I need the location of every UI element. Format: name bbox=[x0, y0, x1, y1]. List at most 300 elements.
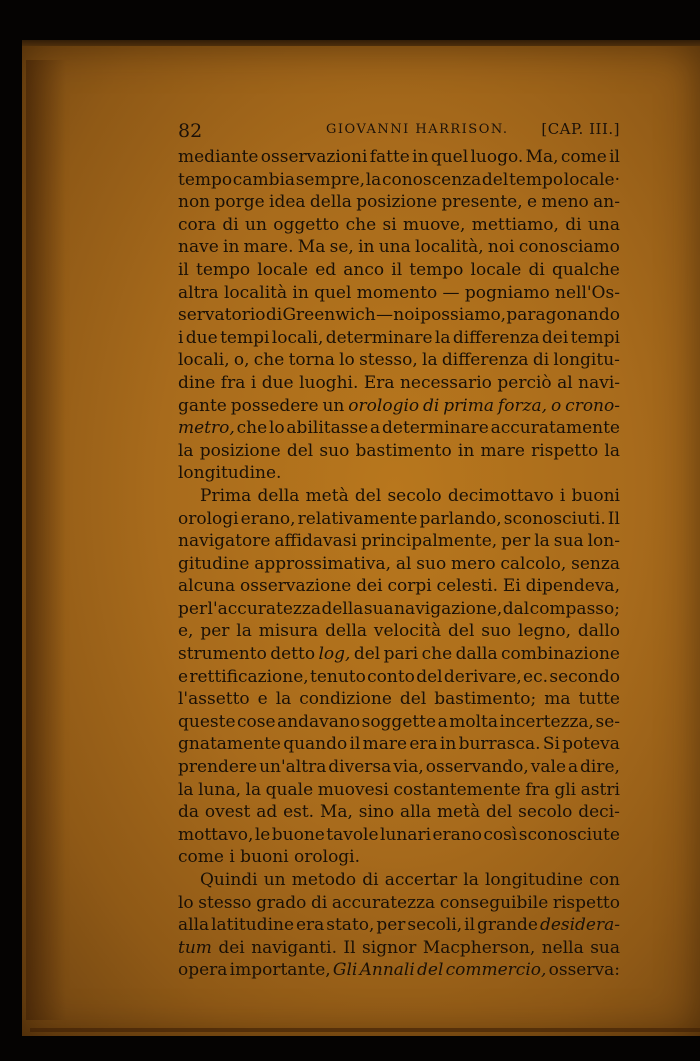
word: muove, bbox=[403, 214, 466, 235]
word: detto bbox=[270, 644, 316, 665]
word: grado bbox=[256, 892, 307, 913]
word: secolo bbox=[387, 485, 442, 506]
word: decimottavo bbox=[447, 485, 554, 506]
word: relativamente bbox=[297, 508, 418, 529]
word: mare bbox=[480, 440, 525, 461]
word: in bbox=[358, 237, 375, 258]
italic-word: crono- bbox=[565, 395, 620, 416]
word: bastimento; bbox=[434, 689, 537, 710]
word: lo bbox=[178, 892, 194, 913]
word: metodo bbox=[291, 870, 357, 890]
word: osservando, bbox=[425, 757, 529, 778]
word: incertezza, bbox=[499, 711, 594, 732]
word: accertar bbox=[384, 870, 458, 890]
word: al bbox=[395, 553, 412, 574]
word: metà bbox=[305, 485, 349, 506]
word: buoni bbox=[571, 485, 620, 506]
word: — bbox=[375, 305, 393, 326]
running-head: GIOVANNI HARRISON. bbox=[326, 122, 509, 137]
word: determinare bbox=[325, 327, 433, 348]
text-line bbox=[178, 756, 620, 779]
word: di bbox=[222, 214, 239, 235]
word: Ei bbox=[502, 576, 521, 597]
word: a bbox=[567, 757, 579, 778]
word: la bbox=[275, 689, 292, 710]
word: della bbox=[257, 485, 300, 506]
word: mediante bbox=[178, 147, 259, 167]
line-text: longitudine. bbox=[178, 463, 282, 484]
word: dalla bbox=[455, 644, 498, 665]
word: del bbox=[399, 689, 427, 710]
word: locale bbox=[257, 259, 309, 280]
italic-word: forza, bbox=[497, 395, 548, 416]
word: alla bbox=[178, 915, 210, 936]
word: ed bbox=[315, 259, 337, 280]
word: conosciamo bbox=[518, 237, 620, 258]
word: soggette bbox=[361, 711, 437, 732]
word: stesso bbox=[198, 892, 252, 913]
word: quel bbox=[430, 147, 469, 167]
italic-word: log, bbox=[318, 644, 351, 665]
word: navigazione, bbox=[394, 598, 503, 619]
word: buone bbox=[271, 824, 325, 845]
word: ad bbox=[256, 802, 278, 823]
word: una bbox=[378, 237, 411, 258]
page-number: 82 bbox=[178, 120, 203, 142]
word: a bbox=[437, 711, 448, 732]
word: abilitasse bbox=[286, 418, 369, 439]
word: ec. bbox=[523, 666, 549, 687]
word: di bbox=[565, 214, 582, 235]
word: deci- bbox=[578, 802, 620, 823]
word: Era bbox=[363, 372, 395, 393]
word: tempi bbox=[570, 327, 620, 348]
word: del bbox=[354, 485, 382, 506]
word: differenza bbox=[441, 350, 529, 371]
word: necessario bbox=[399, 372, 492, 393]
word: latitudine bbox=[211, 915, 295, 936]
word: sconosciuti. bbox=[503, 508, 606, 529]
word: la bbox=[434, 327, 451, 348]
word: queste bbox=[178, 711, 236, 732]
word: dal bbox=[502, 598, 530, 619]
word: per bbox=[501, 531, 531, 552]
word: se, bbox=[329, 237, 354, 258]
word: rispetto bbox=[531, 440, 599, 461]
word: con bbox=[589, 870, 620, 890]
word: stesso, bbox=[359, 350, 418, 371]
word: lunari bbox=[379, 824, 432, 845]
word: tempo bbox=[196, 259, 251, 280]
word: sconosciute bbox=[518, 824, 620, 845]
italic-word: Annali bbox=[359, 960, 415, 981]
text-line bbox=[178, 688, 620, 711]
word: due bbox=[185, 327, 218, 348]
italic-word: Gli bbox=[332, 960, 358, 981]
text-line bbox=[178, 282, 620, 305]
word: possiamo, bbox=[420, 305, 507, 326]
word: luna, bbox=[198, 779, 241, 800]
word: tenuto bbox=[309, 666, 366, 687]
word: cora bbox=[178, 214, 217, 235]
text-line bbox=[178, 259, 620, 282]
word: principalmente, bbox=[360, 531, 498, 552]
text-line bbox=[178, 417, 620, 440]
word: dei bbox=[356, 576, 383, 597]
word: conseguibile bbox=[439, 892, 549, 913]
word: rettificazione, bbox=[189, 666, 309, 687]
word: opera bbox=[178, 960, 228, 981]
italic-word: orologio bbox=[348, 395, 420, 416]
word: in bbox=[223, 237, 240, 258]
word: rispetto bbox=[552, 892, 620, 913]
word: osservazione bbox=[240, 576, 352, 597]
word: sua bbox=[590, 937, 620, 958]
body-text bbox=[178, 146, 620, 982]
word: meno bbox=[541, 192, 589, 213]
page-header bbox=[178, 118, 620, 144]
chapter-label: [CAP. III.] bbox=[541, 120, 620, 138]
text-line bbox=[178, 733, 620, 756]
word: compasso; bbox=[529, 598, 620, 619]
word: dallo bbox=[577, 621, 620, 642]
word: gli bbox=[554, 779, 577, 800]
word: la bbox=[245, 779, 262, 800]
word: di bbox=[362, 870, 379, 890]
word: località, bbox=[415, 237, 484, 258]
word: la bbox=[534, 531, 550, 552]
word: differenza bbox=[452, 327, 540, 348]
text-line bbox=[178, 304, 620, 327]
word: affidavasi bbox=[274, 531, 357, 552]
word: dei bbox=[541, 327, 569, 348]
word: navi- bbox=[578, 372, 620, 393]
word: sua bbox=[553, 531, 584, 552]
word: erano bbox=[432, 824, 482, 845]
word: la bbox=[178, 779, 194, 800]
word: Il bbox=[343, 937, 356, 958]
text-line bbox=[178, 892, 620, 915]
word: luoghi. bbox=[299, 372, 359, 393]
word: approssimativa, bbox=[254, 553, 392, 574]
word: ma bbox=[544, 689, 571, 710]
text-line bbox=[178, 462, 620, 485]
word: pogniamo bbox=[464, 282, 550, 303]
word: naviganti. bbox=[251, 937, 337, 958]
word: era bbox=[295, 915, 325, 936]
word: della bbox=[309, 192, 352, 213]
word: osserva: bbox=[548, 960, 620, 981]
word: Ma bbox=[297, 237, 326, 258]
word: misura bbox=[258, 621, 319, 642]
word: stato, bbox=[326, 915, 375, 936]
word: che bbox=[236, 418, 268, 439]
word: di bbox=[528, 259, 545, 280]
word: quel bbox=[314, 282, 352, 303]
word: suo bbox=[481, 621, 512, 642]
word: quale bbox=[265, 779, 314, 800]
word: accuratezza bbox=[331, 892, 436, 913]
text-line bbox=[178, 846, 620, 869]
text-line bbox=[178, 214, 620, 237]
text-line bbox=[178, 869, 620, 892]
word: fatte bbox=[369, 147, 410, 167]
word: si bbox=[382, 214, 397, 235]
text-line bbox=[178, 236, 620, 259]
word: Ma, bbox=[319, 802, 353, 823]
word: da bbox=[178, 802, 200, 823]
word: di bbox=[310, 892, 328, 913]
word: muovesi bbox=[317, 779, 389, 800]
word: il bbox=[609, 147, 620, 167]
word: alla bbox=[399, 802, 432, 823]
word: conoscenza bbox=[381, 169, 482, 190]
word: anco bbox=[343, 259, 385, 280]
word: tempo bbox=[178, 169, 233, 190]
word: posizione bbox=[199, 440, 281, 461]
word: prendere bbox=[178, 757, 258, 778]
word: la bbox=[422, 350, 438, 371]
word: per bbox=[376, 915, 406, 936]
word: tutte bbox=[578, 689, 620, 710]
text-line bbox=[178, 801, 620, 824]
text-line bbox=[178, 711, 620, 734]
word: Macpherson, bbox=[422, 937, 536, 958]
word: gitudine bbox=[178, 553, 250, 574]
word: luogo. bbox=[470, 147, 524, 167]
word: posizione bbox=[356, 192, 438, 213]
italic-word: metro, bbox=[178, 418, 235, 439]
word: longitudine bbox=[485, 870, 584, 890]
text-line bbox=[178, 349, 620, 372]
word: come bbox=[560, 147, 607, 167]
text-line bbox=[178, 191, 620, 214]
italic-word: di bbox=[423, 395, 440, 416]
word: tempo bbox=[409, 259, 464, 280]
word: navigatore bbox=[178, 531, 271, 552]
word: possedere bbox=[230, 395, 319, 416]
text-line bbox=[178, 666, 620, 689]
text-line bbox=[178, 395, 620, 418]
word: i bbox=[178, 327, 184, 348]
word: Si bbox=[542, 734, 560, 755]
word: un bbox=[245, 214, 267, 235]
word: locali, bbox=[178, 350, 230, 371]
word: che bbox=[253, 350, 285, 371]
word: dire, bbox=[580, 757, 620, 778]
italic-word: o bbox=[551, 395, 562, 416]
word: signor bbox=[362, 937, 417, 958]
word: la bbox=[463, 870, 479, 890]
page-binding-shadow bbox=[26, 60, 66, 1020]
word: lon- bbox=[587, 531, 620, 552]
italic-word: tum bbox=[178, 937, 212, 958]
word: del bbox=[448, 621, 475, 642]
word: suo bbox=[319, 440, 350, 461]
word: la bbox=[178, 440, 194, 461]
line-text: come i buoni orologi. bbox=[178, 847, 361, 868]
text-line bbox=[178, 959, 620, 982]
word: ovest bbox=[204, 802, 251, 823]
word: strumento bbox=[178, 644, 267, 665]
word: il bbox=[349, 734, 361, 755]
word: qualche bbox=[551, 259, 620, 280]
word: est. bbox=[283, 802, 315, 823]
word: un'altra bbox=[259, 757, 327, 778]
word: presente, bbox=[441, 192, 523, 213]
word: secolo bbox=[518, 802, 573, 823]
word: velocità bbox=[373, 621, 442, 642]
word: diversa bbox=[328, 757, 392, 778]
word: del bbox=[485, 802, 513, 823]
word: orologi bbox=[178, 508, 239, 529]
word: della bbox=[325, 621, 368, 642]
word: oggetto bbox=[273, 214, 340, 235]
word: conto bbox=[367, 666, 415, 687]
page-bottom-edge bbox=[30, 1028, 700, 1032]
word: nella bbox=[541, 937, 584, 958]
word: celesti. bbox=[436, 576, 499, 597]
word: altra bbox=[178, 282, 219, 303]
word: di bbox=[532, 350, 550, 371]
word: un bbox=[322, 395, 345, 416]
word: noi bbox=[487, 237, 515, 258]
word: una bbox=[587, 214, 620, 235]
word: nell'Os- bbox=[555, 282, 620, 303]
text-line bbox=[178, 508, 620, 531]
word: gante bbox=[178, 395, 227, 416]
text-line bbox=[178, 643, 620, 666]
word: suo bbox=[416, 553, 447, 574]
text-line bbox=[178, 372, 620, 395]
word: locali, bbox=[271, 327, 324, 348]
word: via, bbox=[393, 757, 424, 778]
word: derivare, bbox=[443, 666, 522, 687]
word: non bbox=[178, 192, 211, 213]
word: e, bbox=[178, 621, 194, 642]
word: i bbox=[559, 485, 566, 506]
word: nave bbox=[178, 237, 219, 258]
word: in bbox=[412, 147, 429, 167]
word: locale bbox=[470, 259, 522, 280]
text-line bbox=[178, 440, 620, 463]
italic-word: commercio, bbox=[445, 960, 547, 981]
word: l'accuratezza bbox=[207, 598, 321, 619]
word: la bbox=[365, 169, 382, 190]
word: corpi bbox=[387, 576, 432, 597]
word: del bbox=[481, 169, 509, 190]
word: quando bbox=[283, 734, 348, 755]
text-line bbox=[178, 937, 620, 960]
word: la bbox=[604, 440, 620, 461]
word: a bbox=[370, 418, 381, 439]
word: che bbox=[345, 214, 377, 235]
word: locale· bbox=[563, 169, 620, 190]
word: noi bbox=[393, 305, 420, 326]
word: bastimento bbox=[355, 440, 452, 461]
word: due bbox=[261, 372, 294, 393]
word: accuratamente bbox=[490, 418, 620, 439]
word: condizione bbox=[299, 689, 392, 710]
word: paragonando bbox=[506, 305, 620, 326]
word: mare bbox=[362, 734, 408, 755]
word: parlando, bbox=[419, 508, 502, 529]
text-line bbox=[178, 553, 620, 576]
word: dei bbox=[218, 937, 245, 958]
italic-word: desidera- bbox=[539, 915, 620, 936]
word: il bbox=[391, 259, 403, 280]
word: il bbox=[464, 915, 476, 936]
word: un bbox=[263, 870, 286, 890]
word: del bbox=[416, 666, 443, 687]
text-line bbox=[178, 327, 620, 350]
word: dine bbox=[178, 372, 216, 393]
word: e bbox=[526, 192, 538, 213]
word: poteva bbox=[562, 734, 620, 755]
text-line bbox=[178, 598, 620, 621]
word: al bbox=[557, 372, 573, 393]
word: combinazione bbox=[501, 644, 620, 665]
word: secondo bbox=[549, 666, 620, 687]
text-line bbox=[178, 914, 620, 937]
word: mettiamo, bbox=[471, 214, 559, 235]
word: cambia bbox=[232, 169, 296, 190]
word: longitu- bbox=[553, 350, 620, 371]
word: calcolo, bbox=[500, 553, 567, 574]
word: del bbox=[286, 440, 314, 461]
word: l'assetto bbox=[178, 689, 250, 710]
word: servatorio bbox=[178, 305, 266, 326]
word: astri bbox=[580, 779, 620, 800]
word: osservazioni bbox=[260, 147, 368, 167]
word: e bbox=[257, 689, 268, 710]
word: Quindi bbox=[200, 870, 258, 890]
word: momento bbox=[356, 282, 438, 303]
word: sempre, bbox=[295, 169, 366, 190]
word: mero bbox=[451, 553, 496, 574]
word: o, bbox=[233, 350, 250, 371]
word: per bbox=[178, 598, 208, 619]
word: tempi bbox=[220, 327, 270, 348]
word: torna bbox=[288, 350, 335, 371]
word: di bbox=[265, 305, 283, 326]
word: alcuna bbox=[178, 576, 236, 597]
word: se- bbox=[595, 711, 620, 732]
word: importante, bbox=[229, 960, 331, 981]
word: pari bbox=[383, 644, 419, 665]
word: idea bbox=[269, 192, 306, 213]
word: perciò bbox=[497, 372, 552, 393]
word: — bbox=[442, 282, 460, 303]
word: cose bbox=[237, 711, 276, 732]
word: che bbox=[421, 644, 453, 665]
word: della bbox=[321, 598, 364, 619]
word: così bbox=[483, 824, 518, 845]
word: costantemente bbox=[393, 779, 521, 800]
word: dipendeva, bbox=[525, 576, 620, 597]
word: in bbox=[439, 734, 457, 755]
word: era bbox=[409, 734, 438, 755]
word: metà bbox=[436, 802, 481, 823]
text-line bbox=[178, 620, 620, 643]
text-line bbox=[178, 146, 620, 169]
word: determinare bbox=[382, 418, 489, 439]
word: secoli, bbox=[407, 915, 463, 936]
word: grande bbox=[476, 915, 538, 936]
word: le bbox=[254, 824, 271, 845]
word: vale bbox=[530, 757, 567, 778]
word: in bbox=[292, 282, 309, 303]
